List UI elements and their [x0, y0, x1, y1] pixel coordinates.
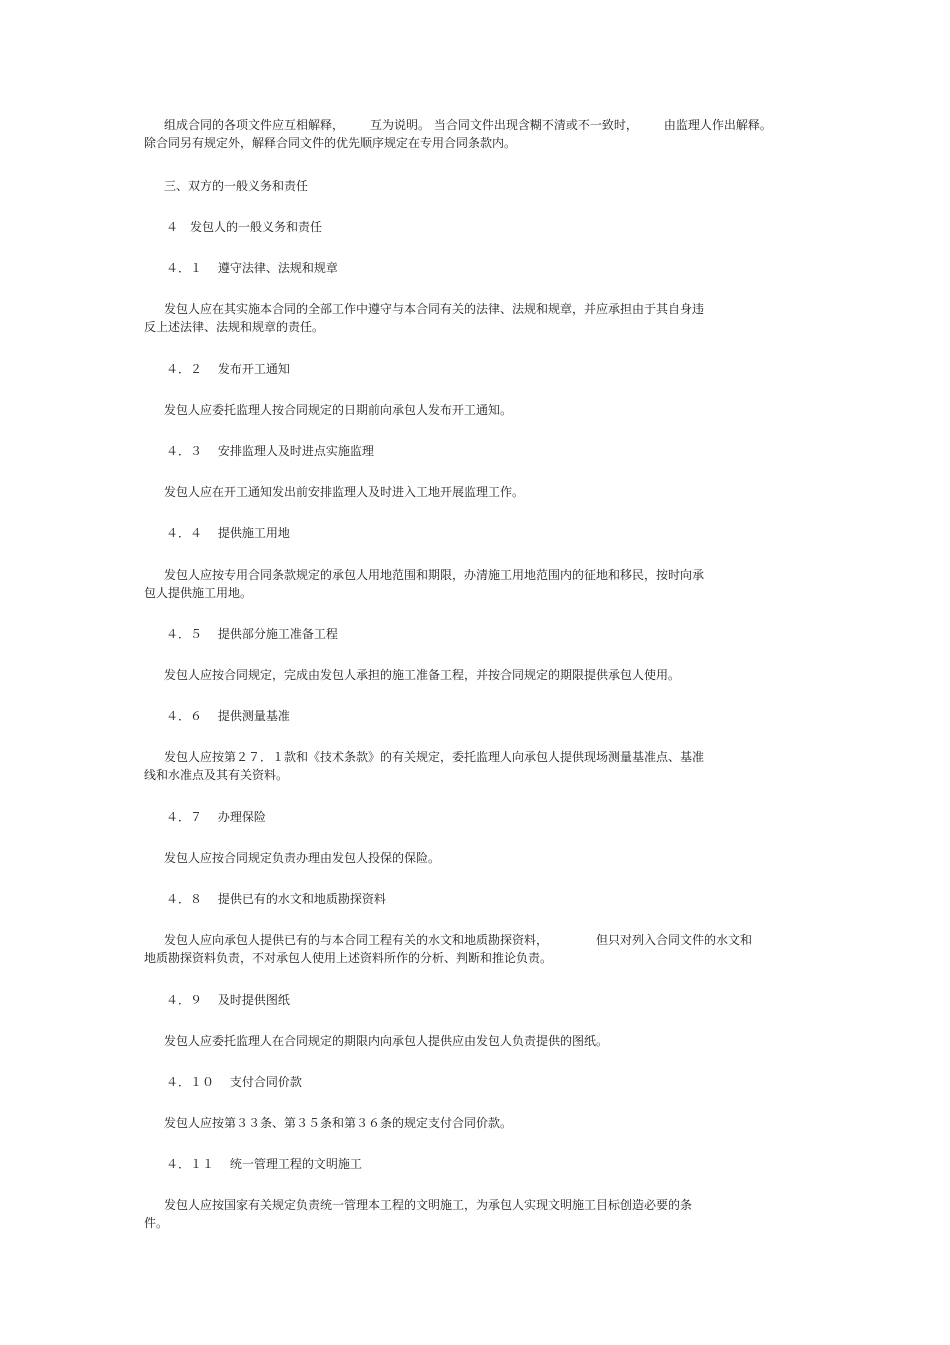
item-paragraph-4-9: 发包人应委托监理人在合同规定的期限内向承包人提供应由发包人负责提供的图纸。	[164, 1034, 609, 1048]
item-heading-4-11: ４．１１ 统一管理工程的文明施工	[166, 1157, 362, 1171]
item-paragraph-4-11: 发包人应按国家有关规定负责统一管理本工程的文明施工，为承包人实现文明施工目标创造必要的条 件。	[144, 1198, 693, 1230]
item-paragraph-4-1: 发包人应在其实施本合同的全部工作中遵守与本合同有关的法律、法规和规章，并应承担由于其自身违 反上述法律、法规和规章的责任。	[144, 302, 705, 334]
item-paragraph-4-10: 发包人应按第３３条、第３５条和第３６条的规定支付合同价款。	[164, 1116, 513, 1130]
item-paragraph-4-6: 发包人应按第２７．１款和《技术条款》的有关规定，委托监理人向承包人提供现场测量基准点、基准 线和水准点及其有关资料。	[144, 750, 705, 782]
item-heading-4-3: ４．３ 安排监理人及时进点实施监理	[166, 444, 374, 458]
item-heading-4-2: ４．２ 发布开工通知	[166, 362, 290, 376]
item-paragraph-4-4: 发包人应按专用合同条款规定的承包人用地范围和期限，办清施工用地范围内的征地和移民，按时向承 包人提供施工用地。	[144, 568, 705, 600]
item-heading-4-6: ４．６ 提供测量基准	[166, 709, 290, 723]
item-paragraph-4-2: 发包人应委托监理人按合同规定的日期前向承包人发布开工通知。	[164, 403, 513, 417]
item-paragraph-4-3: 发包人应在开工通知发出前安排监理人及时进入工地开展监理工作。	[164, 485, 525, 499]
section-heading: 三、双方的一般义务和责任	[164, 179, 309, 193]
item-paragraph-4-7: 发包人应按合同规定负责办理由发包人投保的保险。	[164, 851, 441, 865]
article-heading: ４ 发包人的一般义务和责任	[166, 220, 323, 234]
item-heading-4-9: ４．９ 及时提供图纸	[166, 993, 290, 1007]
intro-line-2: 除合同另有规定外，解释合同文件的优先顺序规定在专用合同条款内。	[144, 136, 517, 150]
item-heading-4-1: ４．１ 遵守法律、法规和规章	[166, 261, 338, 275]
item-heading-4-10: ４．１０ 支付合同价款	[166, 1075, 302, 1089]
item-heading-4-8: ４．８ 提供已有的水文和地质勘探资料	[166, 892, 386, 906]
intro-paragraph	[144, 116, 804, 152]
item-paragraph-4-8: 发包人应向承包人提供已有的与本合同工程有关的水文和地质勘探资料， 但只对列入合同文件的水文和 地质勘探资料负责，不对承包人使用上述资料所作的分析、判断和推论负责。	[144, 933, 753, 965]
item-paragraph-4-5: 发包人应按合同规定，完成由发包人承担的施工准备工程，并按合同规定的期限提供承包人使用。	[164, 668, 681, 682]
item-heading-4-7: ４．７ 办理保险	[166, 810, 266, 824]
item-heading-4-4: ４．４ 提供施工用地	[166, 526, 290, 540]
intro-line-1: 组成合同的各项文件应互相解释， 互为说明。 当合同文件出现含糊不清或不一致时， 由监理人作出解释。	[164, 118, 772, 132]
item-heading-4-5: ４．５ 提供部分施工准备工程	[166, 627, 338, 641]
